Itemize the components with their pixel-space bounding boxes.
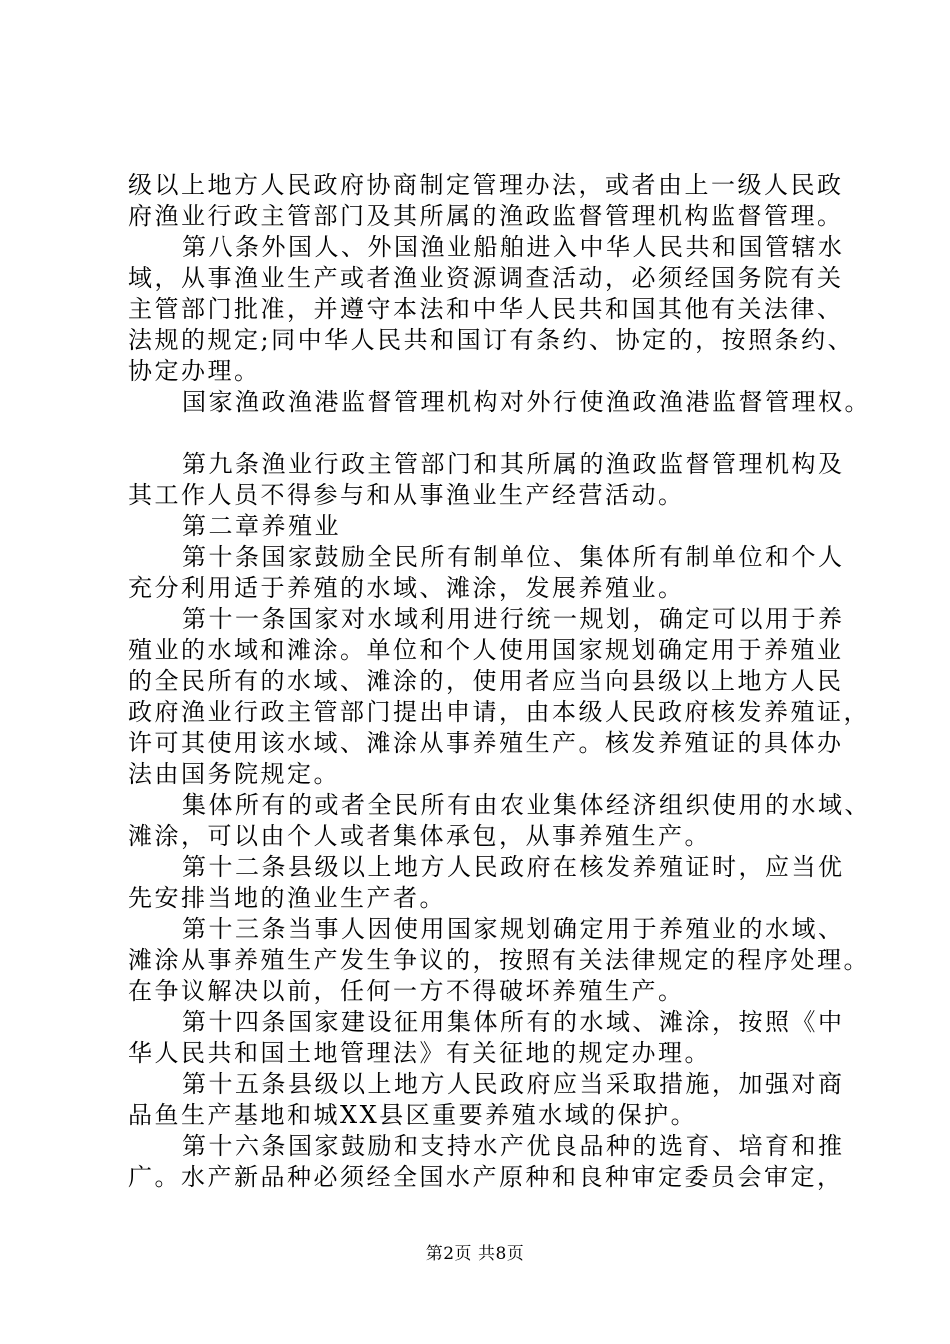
paragraph-start-article-8: 第八条外国人、外国渔业船舶进入中华人民共和国管辖水 — [182, 233, 845, 261]
paragraph-start-article-12: 第十二条县级以上地方人民政府在核发养殖证时，应当优 — [182, 853, 845, 881]
paragraph-start-article-11: 第十一条国家对水域利用进行统一规划，确定可以用于养 — [182, 605, 845, 633]
text-line: 协定办理。 — [128, 357, 261, 385]
text-line: 先安排当地的渔业生产者。 — [128, 884, 446, 912]
paragraph-start-article-15: 第十五条县级以上地方人民政府应当采取措施，加强对商 — [182, 1070, 845, 1098]
text-line: 滩涂从事养殖生产发生争议的，按照有关法律规定的程序处理。 — [128, 946, 870, 974]
text-line: 在争议解决以前，任何一方不得破坏养殖生产。 — [128, 977, 685, 1005]
text-line: 法由国务院规定。 — [128, 760, 340, 788]
paragraph-start-article-9: 第九条渔业行政主管部门和其所属的渔政监督管理机构及 — [182, 450, 845, 478]
text-line: 华人民共和国土地管理法》有关征地的规定办理。 — [128, 1039, 711, 1067]
paragraph-start: 集体所有的或者全民所有由农业集体经济组织使用的水域、 — [182, 791, 871, 819]
paragraph-start-article-16: 第十六条国家鼓励和支持水产优良品种的选育、培育和推 — [182, 1132, 845, 1160]
text-line: 殖业的水域和滩涂。单位和个人使用国家规划确定用于养殖业 — [128, 636, 844, 664]
text-line: 域，从事渔业生产或者渔业资源调查活动，必须经国务院有关 — [128, 264, 844, 292]
text-line: 级以上地方人民政府协商制定管理办法，或者由上一级人民政 — [128, 171, 844, 199]
text-line: 充分利用适于养殖的水域、滩涂，发展养殖业。 — [128, 574, 685, 602]
text-line: 滩涂，可以由个人或者集体承包，从事养殖生产。 — [128, 822, 711, 850]
document-body — [128, 170, 871, 1193]
chapter-heading: 第二章养殖业 — [182, 512, 341, 540]
paragraph-start-article-14: 第十四条国家建设征用集体所有的水域、滩涂，按照《中 — [182, 1008, 845, 1036]
paragraph-start: 国家渔政渔港监督管理机构对外行使渔政渔港监督管理权。 — [182, 388, 871, 416]
text-line: 政府渔业行政主管部门提出申请，由本级人民政府核发养殖证， — [128, 698, 870, 726]
page-number-label: 第2页 共8页 — [425, 1244, 525, 1264]
paragraph-gap — [128, 418, 848, 449]
paragraph-start-article-10: 第十条国家鼓励全民所有制单位、集体所有制单位和个人 — [182, 543, 845, 571]
text-line: 其工作人员不得参与和从事渔业生产经营活动。 — [128, 481, 685, 509]
text-line: 广。水产新品种必须经全国水产原种和良种审定委员会审定， — [128, 1163, 844, 1191]
text-line: 的全民所有的水域、滩涂的，使用者应当向县级以上地方人民 — [128, 667, 844, 695]
page-footer — [0, 1244, 950, 1264]
text-line: 主管部门批准，并遵守本法和中华人民共和国其他有关法律、 — [128, 295, 844, 323]
text-line: 品鱼生产基地和城XX县区重要养殖水域的保护。 — [128, 1101, 698, 1129]
text-line: 许可其使用该水域、滩涂从事养殖生产。核发养殖证的具体办 — [128, 729, 844, 757]
text-line: 法规的规定;同中华人民共和国订有条约、协定的，按照条约、 — [128, 326, 855, 354]
paragraph-start-article-13: 第十三条当事人因使用国家规划确定用于养殖业的水域、 — [182, 915, 845, 943]
text-line: 府渔业行政主管部门及其所属的渔政监督管理机构监督管理。 — [128, 202, 844, 230]
